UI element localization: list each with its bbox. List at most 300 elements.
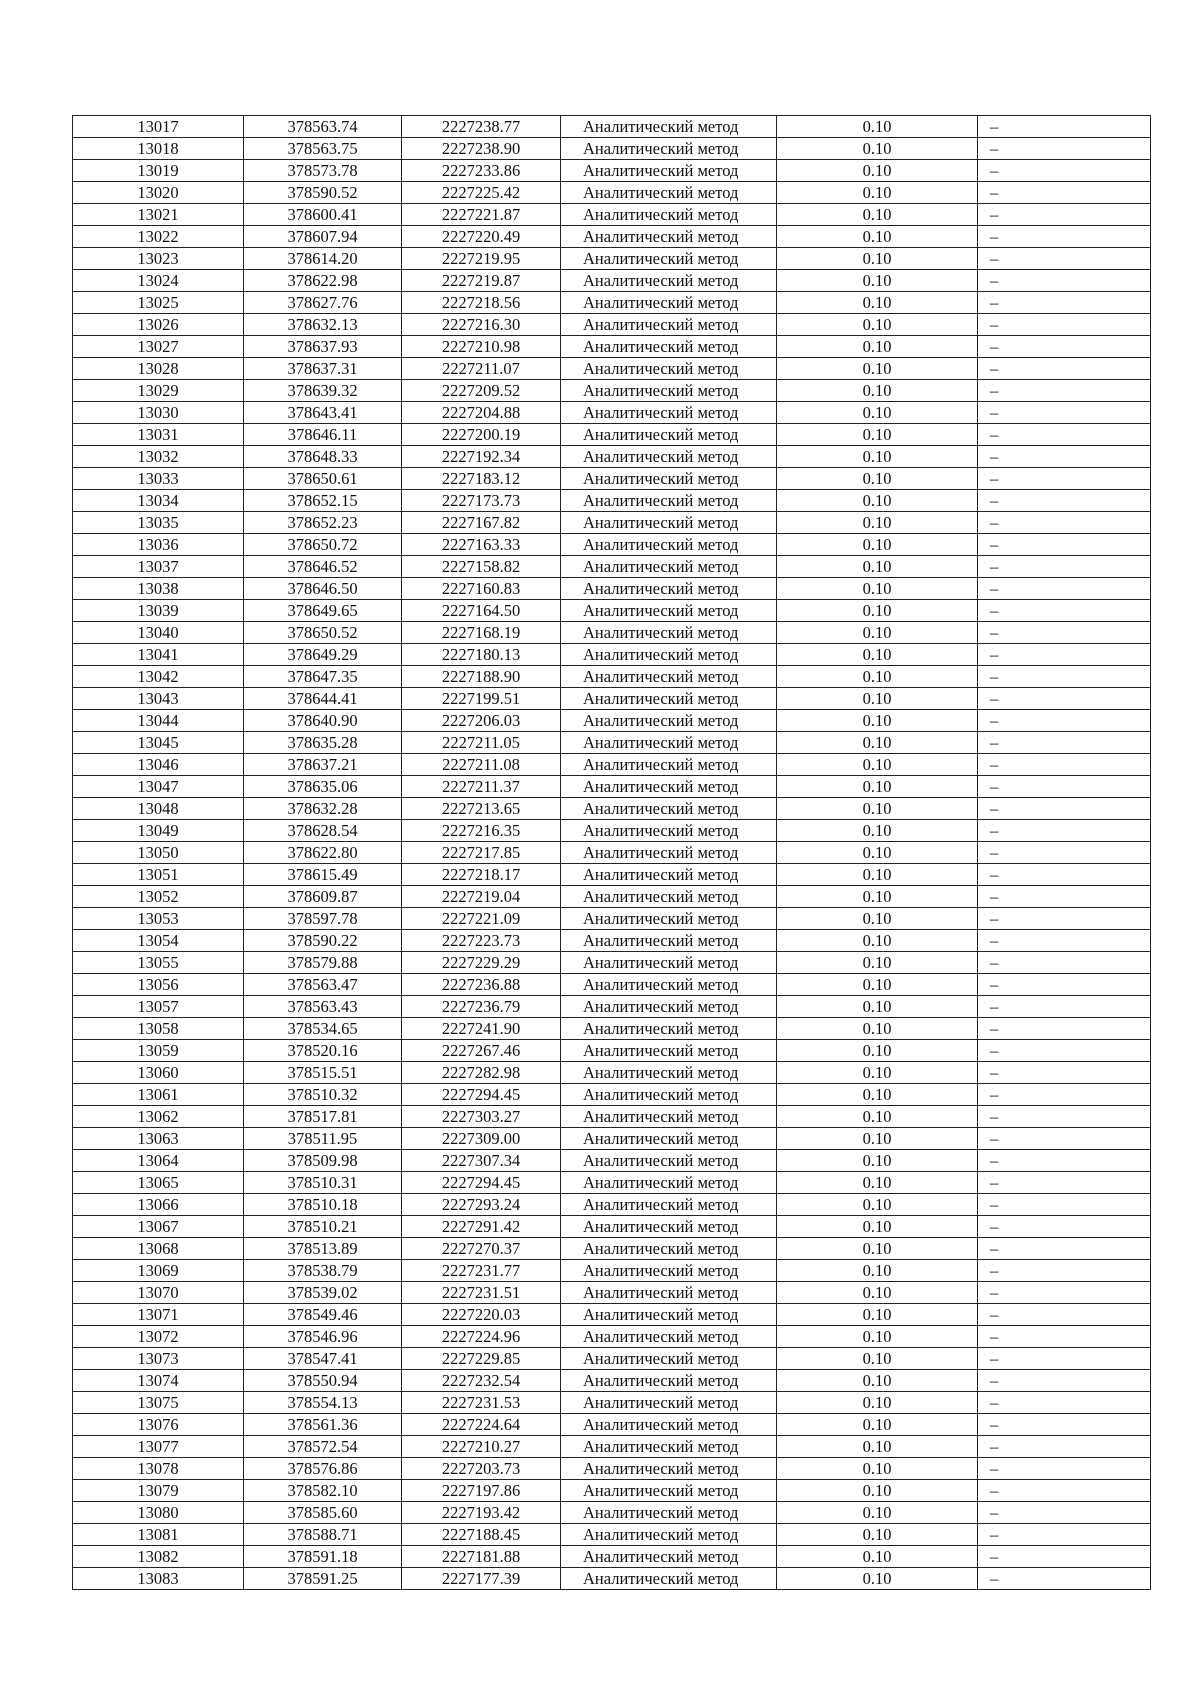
method-cell: Аналитический метод (561, 1458, 777, 1480)
point-number-cell: 13027 (73, 336, 244, 358)
point-number-cell: 13021 (73, 204, 244, 226)
y-coordinate-cell: 2227173.73 (402, 490, 561, 512)
x-coordinate-cell: 378547.41 (244, 1348, 402, 1370)
point-number-cell: 13046 (73, 754, 244, 776)
method-cell: Аналитический метод (561, 1084, 777, 1106)
method-cell: Аналитический метод (561, 1150, 777, 1172)
y-coordinate-cell: 2227210.27 (402, 1436, 561, 1458)
x-coordinate-cell: 378563.43 (244, 996, 402, 1018)
y-coordinate-cell: 2227188.90 (402, 666, 561, 688)
x-coordinate-cell: 378563.47 (244, 974, 402, 996)
y-coordinate-cell: 2227303.27 (402, 1106, 561, 1128)
note-cell: – (978, 1084, 1151, 1106)
note-cell: – (978, 336, 1151, 358)
accuracy-cell: 0.10 (777, 666, 978, 688)
accuracy-cell: 0.10 (777, 600, 978, 622)
note-cell: – (978, 820, 1151, 842)
y-coordinate-cell: 2227238.77 (402, 116, 561, 138)
table-row (73, 732, 1151, 754)
y-coordinate-cell: 2227241.90 (402, 1018, 561, 1040)
method-cell: Аналитический метод (561, 1216, 777, 1238)
y-coordinate-cell: 2227221.87 (402, 204, 561, 226)
accuracy-cell: 0.10 (777, 1546, 978, 1568)
point-number-cell: 13074 (73, 1370, 244, 1392)
table-row (73, 1106, 1151, 1128)
accuracy-cell: 0.10 (777, 930, 978, 952)
y-coordinate-cell: 2227204.88 (402, 402, 561, 424)
table-row (73, 424, 1151, 446)
accuracy-cell: 0.10 (777, 1018, 978, 1040)
accuracy-cell: 0.10 (777, 182, 978, 204)
x-coordinate-cell: 378640.90 (244, 710, 402, 732)
accuracy-cell: 0.10 (777, 1128, 978, 1150)
method-cell: Аналитический метод (561, 270, 777, 292)
note-cell: – (978, 182, 1151, 204)
table-row (73, 1084, 1151, 1106)
accuracy-cell: 0.10 (777, 1172, 978, 1194)
method-cell: Аналитический метод (561, 512, 777, 534)
point-number-cell: 13073 (73, 1348, 244, 1370)
note-cell: – (978, 1304, 1151, 1326)
note-cell: – (978, 578, 1151, 600)
table-row (73, 1216, 1151, 1238)
note-cell: – (978, 116, 1151, 138)
note-cell: – (978, 1062, 1151, 1084)
y-coordinate-cell: 2227218.56 (402, 292, 561, 314)
point-number-cell: 13043 (73, 688, 244, 710)
note-cell: – (978, 270, 1151, 292)
accuracy-cell: 0.10 (777, 754, 978, 776)
method-cell: Аналитический метод (561, 710, 777, 732)
table-row (73, 930, 1151, 952)
method-cell: Аналитический метод (561, 1106, 777, 1128)
table-body (73, 116, 1151, 1590)
table-row (73, 1040, 1151, 1062)
accuracy-cell: 0.10 (777, 644, 978, 666)
point-number-cell: 13052 (73, 886, 244, 908)
note-cell: – (978, 138, 1151, 160)
x-coordinate-cell: 378628.54 (244, 820, 402, 842)
x-coordinate-cell: 378622.98 (244, 270, 402, 292)
table-row (73, 1304, 1151, 1326)
method-cell: Аналитический метод (561, 820, 777, 842)
point-number-cell: 13017 (73, 116, 244, 138)
point-number-cell: 13057 (73, 996, 244, 1018)
point-number-cell: 13035 (73, 512, 244, 534)
point-number-cell: 13034 (73, 490, 244, 512)
x-coordinate-cell: 378509.98 (244, 1150, 402, 1172)
y-coordinate-cell: 2227236.88 (402, 974, 561, 996)
accuracy-cell: 0.10 (777, 1238, 978, 1260)
note-cell: – (978, 1458, 1151, 1480)
x-coordinate-cell: 378563.75 (244, 138, 402, 160)
table-row (73, 1546, 1151, 1568)
table-row (73, 1348, 1151, 1370)
note-cell: – (978, 534, 1151, 556)
accuracy-cell: 0.10 (777, 556, 978, 578)
y-coordinate-cell: 2227225.42 (402, 182, 561, 204)
accuracy-cell: 0.10 (777, 1040, 978, 1062)
accuracy-cell: 0.10 (777, 1194, 978, 1216)
table-row (73, 1238, 1151, 1260)
note-cell: – (978, 974, 1151, 996)
table-row (73, 754, 1151, 776)
note-cell: – (978, 1150, 1151, 1172)
table-row (73, 798, 1151, 820)
x-coordinate-cell: 378534.65 (244, 1018, 402, 1040)
table-row (73, 1062, 1151, 1084)
accuracy-cell: 0.10 (777, 1436, 978, 1458)
table-row (73, 864, 1151, 886)
x-coordinate-cell: 378585.60 (244, 1502, 402, 1524)
note-cell: – (978, 1480, 1151, 1502)
x-coordinate-cell: 378647.35 (244, 666, 402, 688)
table-row (73, 688, 1151, 710)
y-coordinate-cell: 2227200.19 (402, 424, 561, 446)
point-number-cell: 13076 (73, 1414, 244, 1436)
accuracy-cell: 0.10 (777, 1458, 978, 1480)
note-cell: – (978, 996, 1151, 1018)
y-coordinate-cell: 2227294.45 (402, 1172, 561, 1194)
table-row (73, 270, 1151, 292)
x-coordinate-cell: 378600.41 (244, 204, 402, 226)
x-coordinate-cell: 378591.18 (244, 1546, 402, 1568)
point-number-cell: 13062 (73, 1106, 244, 1128)
y-coordinate-cell: 2227229.85 (402, 1348, 561, 1370)
note-cell: – (978, 1392, 1151, 1414)
accuracy-cell: 0.10 (777, 1106, 978, 1128)
x-coordinate-cell: 378652.23 (244, 512, 402, 534)
table-row (73, 996, 1151, 1018)
accuracy-cell: 0.10 (777, 1480, 978, 1502)
x-coordinate-cell: 378646.52 (244, 556, 402, 578)
method-cell: Аналитический метод (561, 468, 777, 490)
point-number-cell: 13058 (73, 1018, 244, 1040)
accuracy-cell: 0.10 (777, 446, 978, 468)
y-coordinate-cell: 2227224.96 (402, 1326, 561, 1348)
point-number-cell: 13037 (73, 556, 244, 578)
point-number-cell: 13055 (73, 952, 244, 974)
point-number-cell: 13029 (73, 380, 244, 402)
point-number-cell: 13028 (73, 358, 244, 380)
method-cell: Аналитический метод (561, 358, 777, 380)
point-number-cell: 13068 (73, 1238, 244, 1260)
accuracy-cell: 0.10 (777, 974, 978, 996)
note-cell: – (978, 292, 1151, 314)
method-cell: Аналитический метод (561, 776, 777, 798)
note-cell: – (978, 380, 1151, 402)
y-coordinate-cell: 2227221.09 (402, 908, 561, 930)
y-coordinate-cell: 2227167.82 (402, 512, 561, 534)
accuracy-cell: 0.10 (777, 886, 978, 908)
accuracy-cell: 0.10 (777, 204, 978, 226)
table-row (73, 886, 1151, 908)
x-coordinate-cell: 378643.41 (244, 402, 402, 424)
note-cell: – (978, 160, 1151, 182)
table-row (73, 710, 1151, 732)
table-row (73, 1326, 1151, 1348)
point-number-cell: 13053 (73, 908, 244, 930)
note-cell: – (978, 644, 1151, 666)
point-number-cell: 13071 (73, 1304, 244, 1326)
table-row (73, 468, 1151, 490)
x-coordinate-cell: 378632.28 (244, 798, 402, 820)
point-number-cell: 13054 (73, 930, 244, 952)
x-coordinate-cell: 378510.21 (244, 1216, 402, 1238)
accuracy-cell: 0.10 (777, 1062, 978, 1084)
method-cell: Аналитический метод (561, 930, 777, 952)
table-row (73, 138, 1151, 160)
table-row (73, 908, 1151, 930)
point-number-cell: 13019 (73, 160, 244, 182)
accuracy-cell: 0.10 (777, 314, 978, 336)
table-row (73, 1568, 1151, 1590)
accuracy-cell: 0.10 (777, 1348, 978, 1370)
method-cell: Аналитический метод (561, 424, 777, 446)
accuracy-cell: 0.10 (777, 270, 978, 292)
accuracy-cell: 0.10 (777, 358, 978, 380)
y-coordinate-cell: 2227164.50 (402, 600, 561, 622)
accuracy-cell: 0.10 (777, 468, 978, 490)
accuracy-cell: 0.10 (777, 996, 978, 1018)
accuracy-cell: 0.10 (777, 226, 978, 248)
point-number-cell: 13033 (73, 468, 244, 490)
point-number-cell: 13025 (73, 292, 244, 314)
note-cell: – (978, 314, 1151, 336)
method-cell: Аналитический метод (561, 1568, 777, 1590)
y-coordinate-cell: 2227309.00 (402, 1128, 561, 1150)
note-cell: – (978, 226, 1151, 248)
note-cell: – (978, 1194, 1151, 1216)
method-cell: Аналитический метод (561, 754, 777, 776)
method-cell: Аналитический метод (561, 974, 777, 996)
y-coordinate-cell: 2227180.13 (402, 644, 561, 666)
accuracy-cell: 0.10 (777, 952, 978, 974)
table-row (73, 842, 1151, 864)
method-cell: Аналитический метод (561, 1304, 777, 1326)
accuracy-cell: 0.10 (777, 1414, 978, 1436)
method-cell: Аналитический метод (561, 138, 777, 160)
method-cell: Аналитический метод (561, 160, 777, 182)
table-row (73, 402, 1151, 424)
y-coordinate-cell: 2227160.83 (402, 578, 561, 600)
x-coordinate-cell: 378627.76 (244, 292, 402, 314)
method-cell: Аналитический метод (561, 1414, 777, 1436)
method-cell: Аналитический метод (561, 446, 777, 468)
y-coordinate-cell: 2227223.73 (402, 930, 561, 952)
x-coordinate-cell: 378622.80 (244, 842, 402, 864)
table-row (73, 622, 1151, 644)
method-cell: Аналитический метод (561, 578, 777, 600)
note-cell: – (978, 1568, 1151, 1590)
x-coordinate-cell: 378650.72 (244, 534, 402, 556)
y-coordinate-cell: 2227238.90 (402, 138, 561, 160)
x-coordinate-cell: 378520.16 (244, 1040, 402, 1062)
point-number-cell: 13059 (73, 1040, 244, 1062)
note-cell: – (978, 204, 1151, 226)
y-coordinate-cell: 2227211.37 (402, 776, 561, 798)
x-coordinate-cell: 378637.31 (244, 358, 402, 380)
accuracy-cell: 0.10 (777, 776, 978, 798)
accuracy-cell: 0.10 (777, 1260, 978, 1282)
note-cell: – (978, 952, 1151, 974)
y-coordinate-cell: 2227229.29 (402, 952, 561, 974)
x-coordinate-cell: 378539.02 (244, 1282, 402, 1304)
note-cell: – (978, 710, 1151, 732)
accuracy-cell: 0.10 (777, 732, 978, 754)
y-coordinate-cell: 2227293.24 (402, 1194, 561, 1216)
method-cell: Аналитический метод (561, 116, 777, 138)
point-number-cell: 13072 (73, 1326, 244, 1348)
x-coordinate-cell: 378510.31 (244, 1172, 402, 1194)
y-coordinate-cell: 2227192.34 (402, 446, 561, 468)
point-number-cell: 13039 (73, 600, 244, 622)
table-row (73, 116, 1151, 138)
note-cell: – (978, 556, 1151, 578)
note-cell: – (978, 248, 1151, 270)
method-cell: Аналитический метод (561, 1238, 777, 1260)
method-cell: Аналитический метод (561, 1282, 777, 1304)
y-coordinate-cell: 2227307.34 (402, 1150, 561, 1172)
x-coordinate-cell: 378582.10 (244, 1480, 402, 1502)
table-row (73, 600, 1151, 622)
method-cell: Аналитический метод (561, 732, 777, 754)
accuracy-cell: 0.10 (777, 1502, 978, 1524)
accuracy-cell: 0.10 (777, 1216, 978, 1238)
point-number-cell: 13042 (73, 666, 244, 688)
accuracy-cell: 0.10 (777, 402, 978, 424)
point-number-cell: 13022 (73, 226, 244, 248)
accuracy-cell: 0.10 (777, 1568, 978, 1590)
x-coordinate-cell: 378588.71 (244, 1524, 402, 1546)
table-row (73, 512, 1151, 534)
x-coordinate-cell: 378513.89 (244, 1238, 402, 1260)
accuracy-cell: 0.10 (777, 1304, 978, 1326)
table-row (73, 314, 1151, 336)
method-cell: Аналитический метод (561, 556, 777, 578)
accuracy-cell: 0.10 (777, 820, 978, 842)
table-row (73, 1128, 1151, 1150)
method-cell: Аналитический метод (561, 1370, 777, 1392)
point-number-cell: 13083 (73, 1568, 244, 1590)
accuracy-cell: 0.10 (777, 1370, 978, 1392)
point-number-cell: 13045 (73, 732, 244, 754)
note-cell: – (978, 1018, 1151, 1040)
y-coordinate-cell: 2227219.87 (402, 270, 561, 292)
method-cell: Аналитический метод (561, 182, 777, 204)
note-cell: – (978, 1282, 1151, 1304)
note-cell: – (978, 732, 1151, 754)
note-cell: – (978, 666, 1151, 688)
method-cell: Аналитический метод (561, 380, 777, 402)
method-cell: Аналитический метод (561, 1326, 777, 1348)
note-cell: – (978, 402, 1151, 424)
note-cell: – (978, 358, 1151, 380)
table-row (73, 204, 1151, 226)
table-row (73, 182, 1151, 204)
table-row (73, 1502, 1151, 1524)
x-coordinate-cell: 378510.32 (244, 1084, 402, 1106)
y-coordinate-cell: 2227199.51 (402, 688, 561, 710)
note-cell: – (978, 1106, 1151, 1128)
point-number-cell: 13036 (73, 534, 244, 556)
x-coordinate-cell: 378632.13 (244, 314, 402, 336)
method-cell: Аналитический метод (561, 952, 777, 974)
method-cell: Аналитический метод (561, 644, 777, 666)
method-cell: Аналитический метод (561, 842, 777, 864)
table-row (73, 1172, 1151, 1194)
method-cell: Аналитический метод (561, 1392, 777, 1414)
y-coordinate-cell: 2227203.73 (402, 1458, 561, 1480)
x-coordinate-cell: 378563.74 (244, 116, 402, 138)
table-row (73, 1282, 1151, 1304)
x-coordinate-cell: 378515.51 (244, 1062, 402, 1084)
method-cell: Аналитический метод (561, 666, 777, 688)
table-row (73, 160, 1151, 182)
note-cell: – (978, 776, 1151, 798)
method-cell: Аналитический метод (561, 314, 777, 336)
point-number-cell: 13077 (73, 1436, 244, 1458)
x-coordinate-cell: 378517.81 (244, 1106, 402, 1128)
x-coordinate-cell: 378639.32 (244, 380, 402, 402)
table-row (73, 292, 1151, 314)
method-cell: Аналитический метод (561, 1480, 777, 1502)
table-row (73, 1414, 1151, 1436)
point-number-cell: 13056 (73, 974, 244, 996)
x-coordinate-cell: 378549.46 (244, 1304, 402, 1326)
accuracy-cell: 0.10 (777, 1084, 978, 1106)
point-number-cell: 13030 (73, 402, 244, 424)
note-cell: – (978, 864, 1151, 886)
method-cell: Аналитический метод (561, 336, 777, 358)
table-row (73, 226, 1151, 248)
note-cell: – (978, 1260, 1151, 1282)
accuracy-cell: 0.10 (777, 1326, 978, 1348)
note-cell: – (978, 930, 1151, 952)
point-number-cell: 13080 (73, 1502, 244, 1524)
y-coordinate-cell: 2227216.30 (402, 314, 561, 336)
point-number-cell: 13050 (73, 842, 244, 864)
table-row (73, 578, 1151, 600)
y-coordinate-cell: 2227206.03 (402, 710, 561, 732)
y-coordinate-cell: 2227210.98 (402, 336, 561, 358)
table-row (73, 644, 1151, 666)
x-coordinate-cell: 378546.96 (244, 1326, 402, 1348)
note-cell: – (978, 600, 1151, 622)
accuracy-cell: 0.10 (777, 512, 978, 534)
point-number-cell: 13026 (73, 314, 244, 336)
x-coordinate-cell: 378649.29 (244, 644, 402, 666)
method-cell: Аналитический метод (561, 248, 777, 270)
point-number-cell: 13060 (73, 1062, 244, 1084)
table-row (73, 1018, 1151, 1040)
x-coordinate-cell: 378637.93 (244, 336, 402, 358)
point-number-cell: 13024 (73, 270, 244, 292)
method-cell: Аналитический метод (561, 1524, 777, 1546)
y-coordinate-cell: 2227282.98 (402, 1062, 561, 1084)
table-row (73, 358, 1151, 380)
accuracy-cell: 0.10 (777, 490, 978, 512)
method-cell: Аналитический метод (561, 1546, 777, 1568)
point-number-cell: 13031 (73, 424, 244, 446)
accuracy-cell: 0.10 (777, 138, 978, 160)
note-cell: – (978, 512, 1151, 534)
x-coordinate-cell: 378511.95 (244, 1128, 402, 1150)
method-cell: Аналитический метод (561, 1018, 777, 1040)
y-coordinate-cell: 2227197.86 (402, 1480, 561, 1502)
note-cell: – (978, 446, 1151, 468)
accuracy-cell: 0.10 (777, 1150, 978, 1172)
